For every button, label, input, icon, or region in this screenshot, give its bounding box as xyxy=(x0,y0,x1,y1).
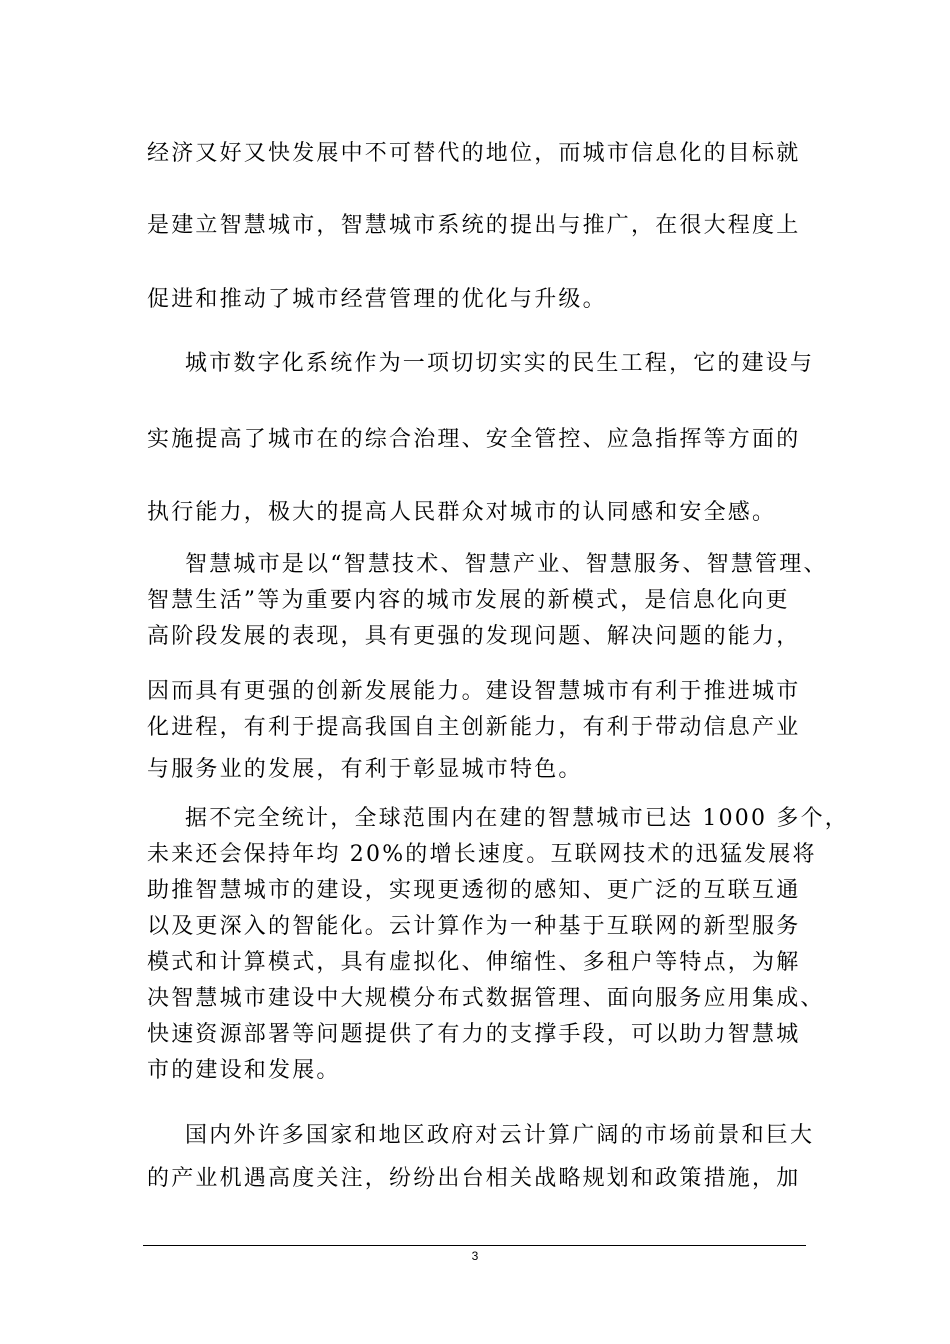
body-line-16: 以及更深入的智能化。云计算作为一种基于互联网的新型服务 xyxy=(147,914,801,939)
body-line-9: 高阶段发展的表现，具有更强的发现问题、解决问题的能力， xyxy=(147,624,801,649)
body-line-5: 实施提高了城市在的综合治理、安全管控、应急指挥等方面的 xyxy=(147,427,801,452)
body-line-13: 据不完全统计，全球范围内在建的智慧城市已达 1000 多个， xyxy=(185,806,849,831)
body-line-18: 决智慧城市建设中大规模分布式数据管理、面向服务应用集成、 xyxy=(147,986,825,1011)
footer-divider xyxy=(143,1245,806,1246)
page-number: 3 xyxy=(471,1249,479,1263)
body-line-12: 与服务业的发展，有利于彰显城市特色。 xyxy=(147,757,583,782)
body-line-10: 因而具有更强的创新发展能力。建设智慧城市有利于推进城市 xyxy=(147,679,801,704)
body-line-14: 未来还会保持年均 20%的增长速度。互联网技术的迅猛发展将 xyxy=(147,842,817,867)
body-line-21: 国内外许多国家和地区政府对云计算广阔的市场前景和巨大 xyxy=(185,1123,815,1148)
body-line-4: 城市数字化系统作为一项切切实实的民生工程，它的建设与 xyxy=(185,351,815,376)
body-line-2: 是建立智慧城市，智慧城市系统的提出与推广，在很大程度上 xyxy=(147,213,801,238)
body-line-20: 市的建设和发展。 xyxy=(147,1058,341,1083)
body-line-6: 执行能力，极大的提高人民群众对城市的认同感和安全感。 xyxy=(147,500,777,525)
body-line-3: 促进和推动了城市经营管理的优化与升级。 xyxy=(147,287,607,312)
body-line-17: 模式和计算模式，具有虚拟化、伸缩性、多租户等特点，为解 xyxy=(147,950,801,975)
body-line-19: 快速资源部署等问题提供了有力的支撑手段，可以助力智慧城 xyxy=(147,1022,801,1047)
body-line-1: 经济又好又快发展中不可替代的地位，而城市信息化的目标就 xyxy=(147,141,801,166)
body-line-15: 助推智慧城市的建设，实现更透彻的感知、更广泛的互联互通 xyxy=(147,878,801,903)
body-line-8: 智慧生活”等为重要内容的城市发展的新模式，是信息化向更 xyxy=(147,588,790,613)
body-line-22: 的产业机遇高度关注，纷纷出台相关战略规划和政策措施，加 xyxy=(147,1166,801,1191)
body-line-11: 化进程，有利于提高我国自主创新能力，有利于带动信息产业 xyxy=(147,715,801,740)
body-line-7: 智慧城市是以“智慧技术、智慧产业、智慧服务、智慧管理、 xyxy=(185,552,828,577)
